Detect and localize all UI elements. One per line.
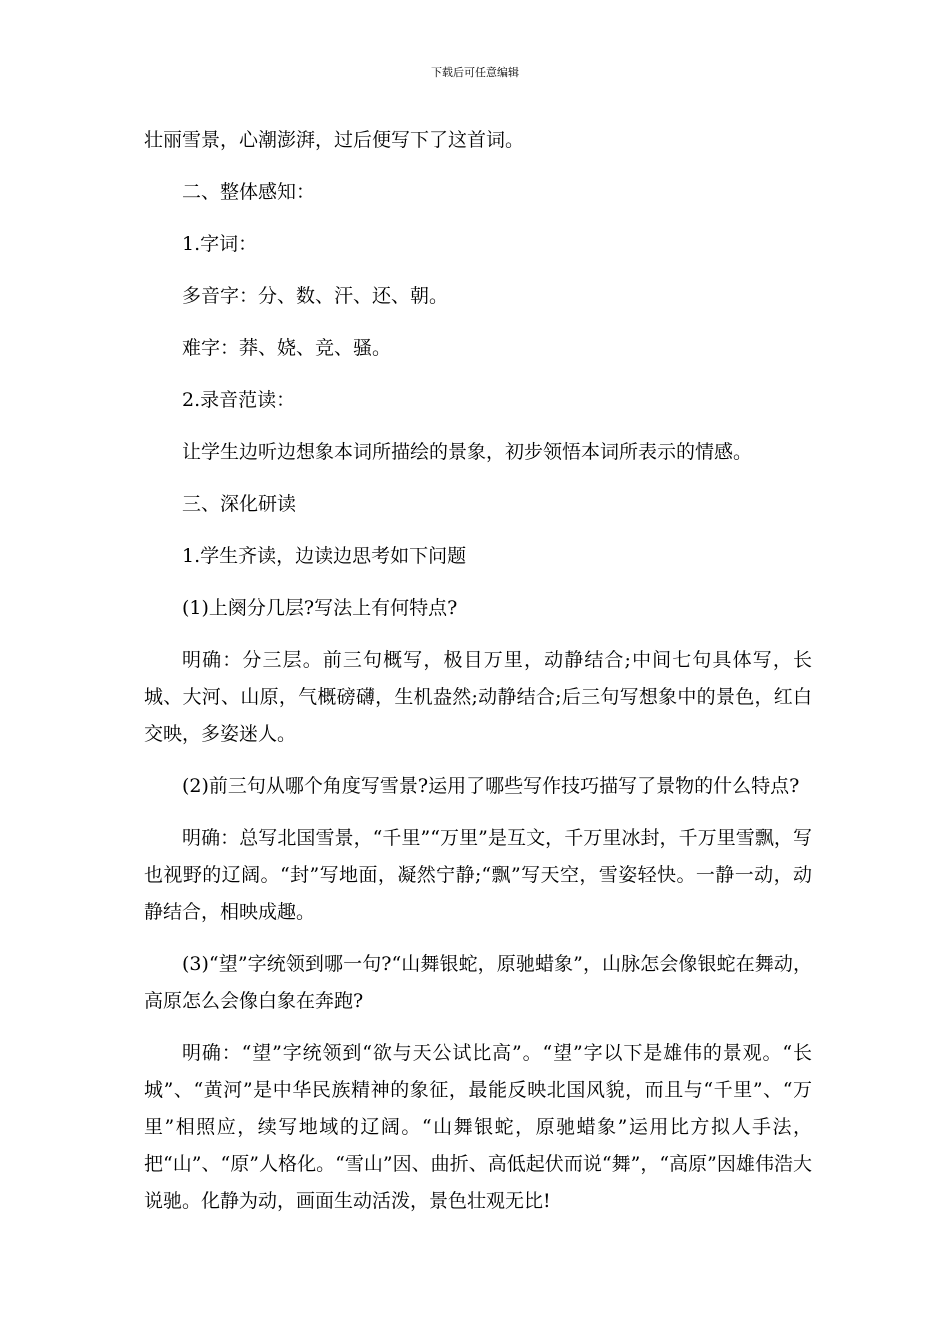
section-heading-in-depth-study: 三、深化研读 <box>182 493 297 515</box>
answer-1: 明确：分三层。前三句概写，极目万里，动静结合;中间七句具体写，长城、大河、山原，气概磅礴，生机盎然;动静结合;后三句写想象中的景色，红白交映，多姿迷人。 <box>144 649 812 745</box>
paragraph-difficult-characters: 难字：莽、娆、竞、骚。 <box>182 337 392 359</box>
question-2: (2)前三句从哪个角度写雪景?运用了哪些写作技巧描写了景物的什么特点? <box>182 775 800 797</box>
subheading-vocabulary: 1.字词： <box>182 233 258 255</box>
document-body <box>144 122 812 1235</box>
answer-2: 明确：总写北国雪景，“千里”“万里”是互文，千万里冰封，千万里雪飘，写也视野的辽阔。“封”写地面，凝然宁静;“飘”写天空，雪姿轻快。一静一动，动静结合，相映成趣。 <box>144 827 812 923</box>
section-heading-overall-perception: 二、整体感知： <box>182 181 316 203</box>
paragraph-polyphonic-characters: 多音字：分、数、汗、还、朝。 <box>182 285 449 307</box>
answer-3: 明确：“望”字统领到“欲与天公试比高”。“望”字以下是雄伟的景观。“长城”、“黄河”是中华民族精神的象征，最能反映北国风貌，而且与“千里”、“万里”相照应，续写地域的辽阔。“山舞银蛇，原驰蜡象”运用比方拟人手法，把“山”、“原”人格化。“雪山”因、曲折、高低起伏而说“舞”，“高原”因雄伟浩大说驰。化静为动，画面生动活泼，景色壮观无比! <box>144 1042 812 1212</box>
subheading-group-reading: 1.学生齐读，边读边思考如下问题 <box>182 545 467 567</box>
paragraph-listening-instruction: 让学生边听边想象本词所描绘的景象，初步领悟本词所表示的情感。 <box>182 441 753 463</box>
paragraph-continuation: 壮丽雪景，心潮澎湃，过后便写下了这首词。 <box>144 129 525 151</box>
question-1: (1)上阕分几层?写法上有何特点? <box>182 597 458 619</box>
question-3: (3)“望”字统领到哪一句?“山舞银蛇，原驰蜡象”，山脉怎会像银蛇在舞动，高原怎么会像白象在奔跑? <box>144 953 812 1012</box>
subheading-recording-reading: 2.录音范读： <box>182 389 296 411</box>
page-header: 下载后可任意编辑 <box>431 66 519 79</box>
